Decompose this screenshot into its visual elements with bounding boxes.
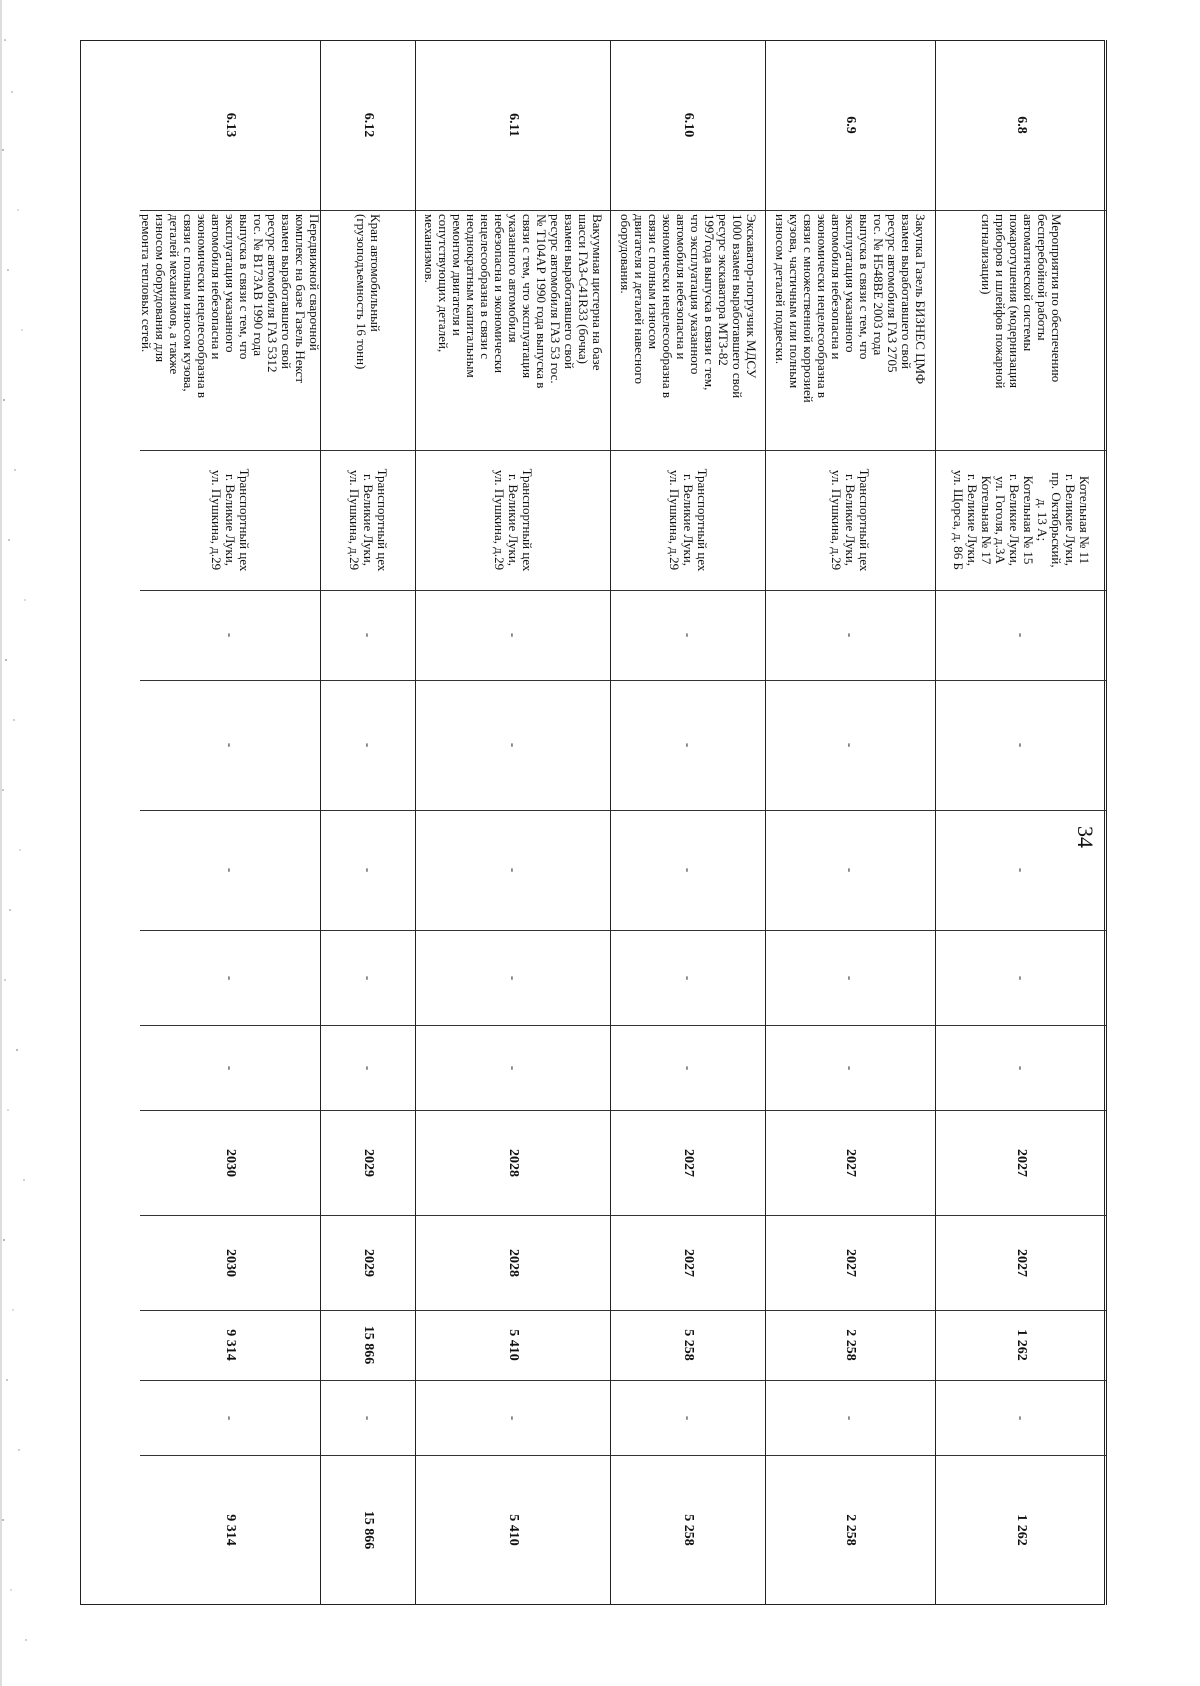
table-cell-c3: [610, 810, 765, 931]
table-cell-amount: [765, 1455, 935, 1605]
table-cell-year-end: [140, 1215, 320, 1311]
table-cell-c9: [320, 1380, 415, 1456]
cell-text-c2: -: [843, 742, 858, 748]
table-cell-num: [765, 40, 935, 211]
cell-text-c3: -: [1014, 867, 1029, 873]
cell-text-c2: -: [1014, 742, 1029, 748]
table-cell-c4: [415, 930, 610, 1026]
table-cell-c3: [936, 810, 1106, 931]
cell-text-c4: -: [505, 975, 521, 980]
table-cell-description: [415, 210, 610, 451]
table-cell-c9: [765, 1380, 935, 1456]
table-cell-total: [415, 1310, 610, 1381]
table-cell-amount: [936, 1455, 1106, 1605]
table-cell-c3: [765, 810, 935, 931]
table-cell-c1: [610, 590, 765, 681]
table-row: [320, 40, 416, 1605]
cell-text-total: 9 314: [223, 1329, 238, 1361]
cell-text-c9: -: [505, 1415, 521, 1420]
table-cell-year-start: [765, 1110, 935, 1216]
table-cell-location: [936, 450, 1106, 591]
table-cell-year-start: [320, 1110, 415, 1216]
table-cell-c5: [610, 1025, 765, 1111]
cell-text-location: Транспортный цех г. Великие Луки, ул. Пушкина, д.29: [829, 468, 872, 572]
cell-text-c1: -: [360, 632, 376, 638]
table-cell-c9: [415, 1380, 610, 1456]
table-cell-c5: [415, 1025, 610, 1111]
table-cell-description: [765, 210, 935, 451]
table-cell-description: [320, 210, 415, 451]
cell-text-c3: -: [680, 867, 696, 873]
table-cell-c2: [320, 680, 415, 811]
table-cell-c9: [936, 1380, 1106, 1456]
cell-text-c9: -: [1014, 1415, 1029, 1420]
cell-text-year-start: 2027: [680, 1148, 696, 1177]
table-row: [140, 40, 321, 1605]
table-cell-location: [140, 450, 320, 591]
cell-text-c1: -: [1014, 632, 1029, 638]
cell-text-description: Передвижной сварочной комплекс на базе Газель Некст взамен выработавшего свой ресурс автомобиля ГАЗ 5312 гос. № В173АВ 1990 года выпуска в связи с тем, что эксплуатация указанного автомобиля небезопасна и экономически нецелесообразна в связи с полным износом кузова, деталей механизмов, а также износом оборудования для ремонта тепловых сетей.: [139, 214, 322, 398]
table-cell-year-end: [610, 1215, 765, 1311]
data-table: [80, 40, 1105, 1605]
cell-text-c2: -: [680, 742, 696, 748]
cell-text-amount: 1 262: [1014, 1514, 1029, 1546]
table-cell-c5: [140, 1025, 320, 1111]
cell-text-c1: -: [223, 632, 238, 638]
cell-text-total: 5 258: [680, 1329, 696, 1361]
cell-text-c1: -: [680, 632, 696, 638]
cell-text-c5: -: [505, 1065, 521, 1070]
cell-text-year-start: 2027: [843, 1148, 858, 1177]
cell-text-year-start: 2030: [223, 1148, 238, 1177]
table-row: [765, 40, 936, 1605]
table-cell-total: [765, 1310, 935, 1381]
table-cell-total: [610, 1310, 765, 1381]
cell-text-c5: -: [680, 1065, 696, 1070]
table-cell-c2: [140, 680, 320, 811]
cell-text-description: Мероприятия по обеспечению бесперебойной работы автоматической системы пожаротушения (модернизация приборов и шлейфов пожарной сигнализации): [979, 214, 1064, 389]
table-cell-c5: [320, 1025, 415, 1111]
table-cell-c3: [320, 810, 415, 931]
table-cell-c4: [320, 930, 415, 1026]
cell-text-c1: -: [505, 632, 521, 638]
cell-text-amount: 2 258: [843, 1514, 858, 1546]
cell-text-c9: -: [843, 1415, 858, 1420]
cell-text-c9: -: [223, 1415, 238, 1420]
table-cell-c1: [765, 590, 935, 681]
cell-text-year-end: 2027: [843, 1248, 858, 1277]
table-cell-location: [610, 450, 765, 591]
table-cell-c3: [140, 810, 320, 931]
cell-text-c2: -: [505, 742, 521, 748]
cell-text-c4: -: [360, 975, 376, 980]
cell-text-description: Экскаватор-погрузчик МДСУ 1000 взамен выработавшего свой ресурс экскаватора МТЗ-82 1997года выпуска в связи с тем, что эксплуатация указанного автомобиля небезопасна и экономически нецелесообразна в связи с полным износом двигателя и деталей навесного оборудования.: [617, 214, 759, 399]
table-cell-c1: [140, 590, 320, 681]
cell-text-c3: -: [223, 867, 238, 873]
table-cell-c4: [140, 930, 320, 1026]
table-cell-c3: [415, 810, 610, 931]
cell-text-location: Котельная № 11 г. Великие Луки, пр. Октябрьский, д. 13 А; Котельная № 15 г. Великие Луки, ул. Гоголя, д.3А Котельная № 17 г. Великие Луки, ул. Щорса, д. 86 Б: [951, 469, 1092, 571]
cell-text-c9: -: [360, 1415, 376, 1420]
cell-text-num: 6.13: [223, 112, 238, 138]
table-cell-c4: [610, 930, 765, 1026]
cell-text-amount: 15 866: [360, 1510, 376, 1550]
table-cell-c1: [415, 590, 610, 681]
table-cell-amount: [320, 1455, 415, 1605]
table-cell-description: [610, 210, 765, 451]
cell-text-c4: -: [680, 975, 696, 980]
table-cell-location: [320, 450, 415, 591]
cell-text-c3: -: [360, 867, 376, 873]
table-cell-total: [140, 1310, 320, 1381]
table-row: [610, 40, 766, 1605]
table-cell-c5: [765, 1025, 935, 1111]
cell-text-num: 6.12: [360, 112, 376, 138]
cell-text-c2: -: [223, 742, 238, 748]
table-cell-num: [415, 40, 610, 211]
table-cell-c9: [140, 1380, 320, 1456]
cell-text-total: 15 866: [360, 1325, 376, 1365]
table-row: [415, 40, 611, 1605]
table-cell-location: [765, 450, 935, 591]
cell-text-year-start: 2027: [1014, 1148, 1029, 1177]
cell-text-c5: -: [223, 1065, 238, 1070]
table-cell-c1: [936, 590, 1106, 681]
cell-text-description: Вакуумная цистерна на базе шасси ГАЗ-С41R33 (бочка) взамен выработавшего свой ресурс автомобиля ГАЗ 53 гос. № Т104АР 1990 года выпуска в связи с тем, что эксплуатация указанного автомобиля небезопасна и экономически нецелесообразна в связи с неоднократным капитальным ремонтом двигателя и сопутствующих деталей, механизмов.: [421, 214, 605, 389]
table-cell-amount: [140, 1455, 320, 1605]
cell-text-year-end: 2030: [223, 1248, 238, 1277]
cell-text-c3: -: [505, 867, 521, 873]
table-cell-amount: [610, 1455, 765, 1605]
table-cell-description: [936, 210, 1106, 451]
cell-text-year-start: 2028: [505, 1148, 521, 1177]
cell-text-year-end: 2029: [360, 1248, 376, 1277]
table-cell-c2: [415, 680, 610, 811]
table-cell-year-start: [610, 1110, 765, 1216]
table-cell-year-start: [140, 1110, 320, 1216]
table-cell-year-end: [415, 1215, 610, 1311]
cell-text-c5: -: [1014, 1065, 1029, 1070]
cell-text-c4: -: [223, 975, 238, 980]
cell-text-total: 1 262: [1014, 1329, 1029, 1361]
cell-text-total: 5 410: [505, 1329, 521, 1361]
cell-text-c2: -: [360, 742, 376, 748]
table-row: [935, 40, 1107, 1605]
cell-text-description: Закупка Газель БИЗНЕС ЦМФ взамен выработавшего свой ресурс автомобиля ГАЗ 2705 гос. № Н548ВЕ 2003 года выпуска в связи с тем, что эксплуатация указанного автомобиля небезопасна и экономически нецелесообразна в связи с множественной коррозией кузова, частичным или полным износом деталей подвески.: [773, 214, 928, 403]
table-cell-total: [320, 1310, 415, 1381]
table-cell-c4: [936, 930, 1106, 1026]
scan-noise: [0, 0, 60, 1686]
table-cell-c9: [610, 1380, 765, 1456]
table-cell-c1: [320, 590, 415, 681]
cell-text-c5: -: [360, 1065, 376, 1070]
table-cell-description: [140, 210, 320, 451]
table-cell-c5: [936, 1025, 1106, 1111]
table-cell-location: [415, 450, 610, 591]
table-cell-num: [140, 40, 320, 211]
cell-text-location: Транспортный цех г. Великие Луки, ул. Пушкина, д.29: [491, 468, 535, 572]
cell-text-location: Транспортный цех г. Великие Луки, ул. Пушкина, д.29: [666, 468, 710, 572]
cell-text-c9: -: [680, 1415, 696, 1420]
table-cell-year-end: [936, 1215, 1106, 1311]
cell-text-c4: -: [1014, 975, 1029, 980]
cell-text-amount: 9 314: [223, 1514, 238, 1546]
cell-text-num: 6.9: [843, 116, 858, 134]
cell-text-total: 2 258: [843, 1329, 858, 1361]
table-cell-num: [320, 40, 415, 211]
table-cell-total: [936, 1310, 1106, 1381]
cell-text-amount: 5 258: [680, 1514, 696, 1546]
table-cell-year-end: [765, 1215, 935, 1311]
cell-text-description: Кран автомобильный (грузоподъемность 16 тонн): [353, 214, 383, 370]
cell-text-c1: -: [843, 632, 858, 638]
cell-text-num: 6.10: [680, 112, 696, 138]
cell-text-year-start: 2029: [360, 1148, 376, 1177]
cell-text-location: Транспортный цех г. Великие Луки, ул. Пушкина, д.29: [209, 468, 252, 572]
cell-text-amount: 5 410: [505, 1514, 521, 1546]
table-cell-num: [936, 40, 1106, 211]
table-cell-c2: [610, 680, 765, 811]
cell-text-c4: -: [843, 975, 858, 980]
cell-text-year-end: 2027: [1014, 1248, 1029, 1277]
page-number: 34: [1073, 826, 1098, 848]
cell-text-c3: -: [843, 867, 858, 873]
cell-text-c5: -: [843, 1065, 858, 1070]
table-cell-c2: [936, 680, 1106, 811]
table-cell-c2: [765, 680, 935, 811]
cell-text-location: Транспортный цех г. Великие Луки, ул. Пушкина, д.29: [346, 468, 390, 572]
table-cell-c4: [765, 930, 935, 1026]
table-cell-year-start: [936, 1110, 1106, 1216]
cell-text-num: 6.8: [1014, 116, 1029, 134]
table-cell-num: [610, 40, 765, 211]
table-cell-amount: [415, 1455, 610, 1605]
table-cell-year-end: [320, 1215, 415, 1311]
cell-text-num: 6.11: [505, 113, 521, 137]
table-cell-year-start: [415, 1110, 610, 1216]
cell-text-year-end: 2028: [505, 1248, 521, 1277]
cell-text-year-end: 2027: [680, 1248, 696, 1277]
